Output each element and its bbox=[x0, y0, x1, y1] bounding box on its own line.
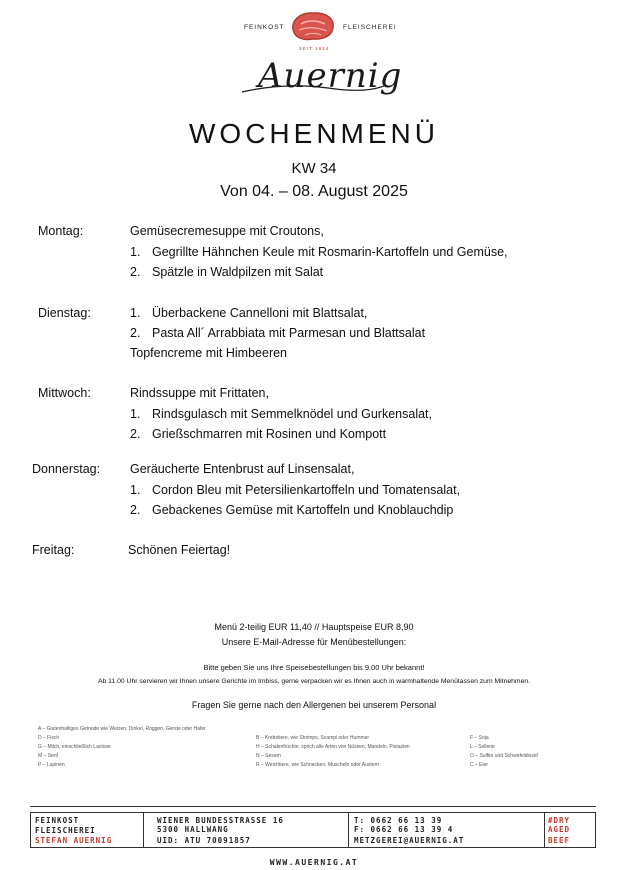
footer-fax: F: 0662 66 13 39 4 bbox=[354, 825, 454, 834]
dish-text: Gegrillte Hähnchen Keule mit Rosmarin-Kartoffeln und Gemüse, bbox=[152, 245, 508, 259]
list-number: 2. bbox=[130, 503, 141, 517]
footer-hashtag-2: AGED bbox=[548, 825, 571, 834]
logo-fleischerei: FLEISCHEREI bbox=[343, 24, 397, 31]
day-label-tuesday: Dienstag: bbox=[38, 306, 91, 320]
tuesday-dish-2 bbox=[130, 326, 425, 340]
allergen-f: F – Soja bbox=[470, 735, 489, 741]
footer-uid: UID: ATU 70091857 bbox=[157, 836, 251, 845]
wednesday-dish-1 bbox=[130, 407, 432, 421]
allergen-a: A – Glutenhaltiges Getreide wie Weizen, Dinkel, Roggen, Gerste oder Hafer bbox=[38, 726, 206, 732]
footer-cell-company bbox=[31, 813, 144, 847]
date-range: Von 04. – 08. August 2025 bbox=[220, 183, 408, 200]
allergen-g: G – Milch, einschließlich Lactose bbox=[38, 744, 111, 750]
wednesday-dish-2 bbox=[130, 427, 386, 441]
footer-cell-phone bbox=[348, 813, 545, 847]
dish-text: Grießschmarren mit Rosinen und Kompott bbox=[152, 427, 387, 441]
footer-city: 5300 HALLWANG bbox=[157, 825, 229, 834]
logo-established: SEIT 1924 bbox=[298, 46, 330, 51]
footer-cell-address bbox=[143, 813, 349, 847]
footer-hashtag-1: #DRY bbox=[548, 816, 571, 825]
day-label-wednesday: Mittwoch: bbox=[38, 386, 91, 400]
allergen-h: H – Schalenfrüchte, sprich alle Arten von Nüssen, Mandeln, Pistazien bbox=[256, 744, 410, 750]
allergen-o: O – Sulfite und Schwefeldioxid bbox=[470, 753, 538, 759]
dish-text: Gebackenes Gemüse mit Kartoffeln und Knoblauchdip bbox=[152, 503, 454, 517]
footer-cell-hashtag bbox=[544, 813, 595, 847]
tuesday-dessert: Topfencreme mit Himbeeren bbox=[130, 346, 288, 360]
dish-text: Spätzle in Waldpilzen mit Salat bbox=[152, 265, 324, 279]
logo bbox=[0, 6, 628, 98]
imbiss-note: Ab 11.00 Uhr servieren wir Ihnen unsere Gerichte im Imbiss, gerne verpacken wir es Ihnen auch in warmhaltende Menütassen zum Mitnehmen. bbox=[97, 678, 531, 685]
dish-text: Cordon Bleu mit Petersilienkartoffeln und Tomatensalat, bbox=[152, 483, 461, 497]
day-label-monday: Montag: bbox=[38, 224, 84, 238]
list-number: 2. bbox=[130, 265, 141, 279]
thursday-soup: Geräucherte Entenbrust auf Linsensalat, bbox=[130, 462, 355, 476]
price-line: Menü 2-teilig EUR 11,40 // Hauptspeise EUR 8,90 bbox=[214, 622, 414, 632]
page-title: WOCHENMENÜ bbox=[189, 118, 439, 149]
allergen-b: B – Krebstiere, wie Shrimps, Scampi oder Hummer bbox=[256, 735, 370, 741]
day-label-thursday: Donnerstag: bbox=[32, 462, 101, 476]
allergen-n: N – Sesam bbox=[256, 753, 281, 759]
allergen-p: P – Lupinen bbox=[38, 762, 65, 768]
allergen-l: L – Sellerie bbox=[470, 744, 495, 750]
monday-dish-1 bbox=[130, 245, 508, 259]
logo-wordmark: Auernig bbox=[258, 56, 403, 96]
dish-text: Überbackene Cannelloni mit Blattsalat, bbox=[152, 306, 368, 320]
footer-divider bbox=[30, 806, 596, 807]
order-note: Bitte geben Sie uns Ihre Speisebestellungen bis 9.00 Uhr bekannt! bbox=[203, 663, 425, 672]
dish-text: Rindsgulasch mit Semmelknödel und Gurkensalat, bbox=[152, 407, 432, 421]
footer-owner: STEFAN AUERNIG bbox=[35, 836, 113, 845]
friday-text: Schönen Feiertag! bbox=[128, 543, 231, 557]
list-number: 1. bbox=[130, 483, 141, 497]
list-number: 1. bbox=[130, 306, 141, 320]
meat-icon bbox=[287, 8, 339, 46]
thursday-dish-1 bbox=[130, 483, 460, 497]
footer-phone: T: 0662 66 13 39 bbox=[354, 816, 443, 825]
footer-street: WIENER BUNDESSTRASSE 16 bbox=[157, 816, 284, 825]
logo-feinkost: FEINKOST bbox=[244, 24, 285, 31]
allergen-question: Fragen Sie gerne nach den Allergenen bei unserem Personal bbox=[191, 700, 437, 710]
footer-feinkost: FEINKOST bbox=[35, 816, 80, 825]
tuesday-dish-1 bbox=[130, 306, 367, 320]
allergen-m: M – Senf bbox=[38, 753, 59, 759]
email-note: Unsere E-Mail-Adresse für Menübestellungen: bbox=[221, 637, 407, 647]
footer-contact-box bbox=[30, 812, 596, 848]
day-label-friday: Freitag: bbox=[32, 543, 75, 557]
allergen-r: R – Weichtiere, wie Schnecken, Muscheln oder Austern bbox=[256, 762, 380, 768]
footer-email: METZGEREI@AUERNIG.AT bbox=[354, 836, 465, 845]
allergen-c: C – Eier bbox=[470, 762, 489, 768]
monday-dish-2 bbox=[130, 265, 323, 279]
monday-soup: Gemüsecremesuppe mit Croutons, bbox=[130, 224, 324, 238]
wednesday-soup: Rindssuppe mit Frittaten, bbox=[130, 386, 269, 400]
allergen-d: D – Fisch bbox=[38, 735, 60, 741]
list-number: 1. bbox=[130, 245, 141, 259]
logo-swash-icon bbox=[238, 48, 388, 98]
thursday-dish-2 bbox=[130, 503, 453, 517]
week-number: KW 34 bbox=[291, 160, 337, 177]
list-number: 2. bbox=[130, 326, 141, 340]
footer-fleischerei: FLEISCHEREI bbox=[35, 826, 96, 835]
footer-hashtag-3: BEEF bbox=[548, 836, 571, 845]
dish-text: Pasta All´ Arrabbiata mit Parmesan und Blattsalat bbox=[152, 326, 426, 340]
list-number: 1. bbox=[130, 407, 141, 421]
list-number: 2. bbox=[130, 427, 141, 441]
website-link[interactable]: WWW.AUERNIG.AT bbox=[269, 858, 359, 867]
